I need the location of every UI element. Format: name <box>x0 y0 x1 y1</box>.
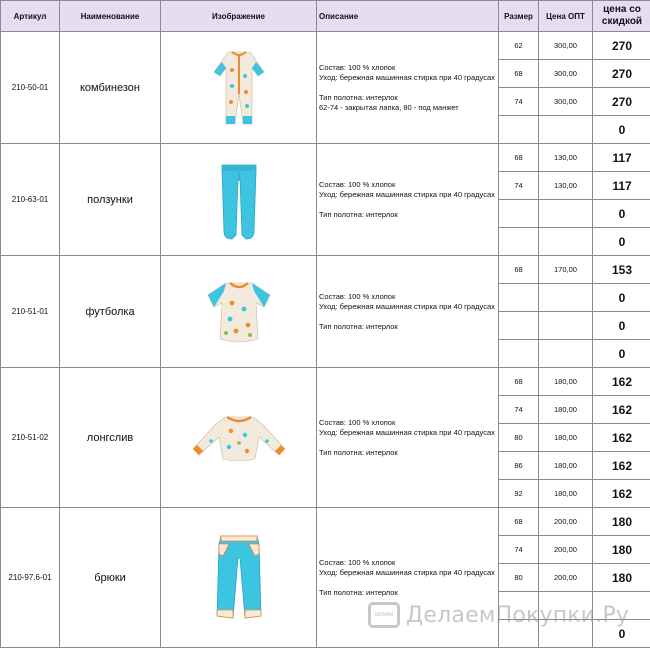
price-opt-cell <box>539 116 593 144</box>
product-name: комбинезон <box>60 32 161 144</box>
desc-care: Уход: бережная машинная стирка при 40 градусах <box>319 568 498 578</box>
desc-fabric: Тип полотна: интерлок <box>319 210 498 220</box>
size-cell: 68 <box>499 60 539 88</box>
desc-composition: Состав: 100 % хлопок <box>319 180 498 190</box>
size-cell: 74 <box>499 172 539 200</box>
table-row <box>1 256 650 284</box>
table-row <box>1 508 650 536</box>
price-discount-cell: 180 <box>593 564 650 592</box>
price-opt-cell <box>539 340 593 368</box>
product-image <box>161 256 317 368</box>
size-cell: 74 <box>499 396 539 424</box>
price-discount-cell: 0 <box>593 228 650 256</box>
product-image <box>161 32 317 144</box>
price-opt-cell <box>539 312 593 340</box>
size-cell: 92 <box>499 480 539 508</box>
product-image <box>161 144 317 256</box>
size-cell: 74 <box>499 536 539 564</box>
size-cell: 74 <box>499 88 539 116</box>
size-cell: 80 <box>499 564 539 592</box>
article-cell: 210-51-01 <box>1 256 60 368</box>
product-name: брюки <box>60 508 161 648</box>
price-discount-cell: 0 <box>593 620 650 648</box>
product-description <box>317 368 499 508</box>
price-discount-cell: 162 <box>593 368 650 396</box>
price-discount-cell: 153 <box>593 256 650 284</box>
size-cell: 86 <box>499 452 539 480</box>
desc-care: Уход: бережная машинная стирка при 40 градусах <box>319 428 498 438</box>
size-cell: 80 <box>499 424 539 452</box>
size-cell <box>499 312 539 340</box>
size-cell <box>499 228 539 256</box>
size-cell: 62 <box>499 32 539 60</box>
price-discount-cell: 180 <box>593 536 650 564</box>
price-discount-cell: 0 <box>593 340 650 368</box>
bodysuit-icon <box>212 46 266 130</box>
price-discount-cell: 270 <box>593 88 650 116</box>
desc-fabric: Тип полотна: интерлок <box>319 448 498 458</box>
price-opt-cell <box>539 200 593 228</box>
watermark-logo-icon <box>368 602 400 628</box>
price-opt-cell: 200,00 <box>539 536 593 564</box>
price-discount-cell: 0 <box>593 200 650 228</box>
table-row <box>1 144 650 172</box>
desc-fabric: Тип полотна: интерлок <box>319 93 498 103</box>
price-discount-cell: 0 <box>593 312 650 340</box>
article-cell: 210-51-02 <box>1 368 60 508</box>
watermark-text: ДелаемПокупки.Ру <box>406 603 629 628</box>
price-discount-cell: 162 <box>593 396 650 424</box>
price-opt-cell: 130,00 <box>539 144 593 172</box>
product-image <box>161 368 317 508</box>
price-opt-cell: 180,00 <box>539 424 593 452</box>
size-cell: 68 <box>499 508 539 536</box>
price-opt-cell: 130,00 <box>539 172 593 200</box>
header-description: Описание <box>317 1 499 32</box>
size-cell <box>499 340 539 368</box>
header-row <box>1 1 650 32</box>
price-opt-cell: 180,00 <box>539 480 593 508</box>
price-opt-cell: 180,00 <box>539 396 593 424</box>
trousers-icon <box>211 532 267 624</box>
price-opt-cell: 180,00 <box>539 452 593 480</box>
price-opt-cell: 300,00 <box>539 60 593 88</box>
header-name: Наименование <box>60 1 161 32</box>
size-cell: 68 <box>499 256 539 284</box>
desc-note: 62-74 - закрытая лапка, 80 - под манжет <box>319 103 498 113</box>
size-cell <box>499 284 539 312</box>
price-discount-cell: 270 <box>593 32 650 60</box>
size-cell: 68 <box>499 144 539 172</box>
article-cell: 210-97.6-01 <box>1 508 60 648</box>
price-discount-cell: 270 <box>593 60 650 88</box>
product-description <box>317 32 499 144</box>
product-name: лонгслив <box>60 368 161 508</box>
product-description <box>317 256 499 368</box>
price-opt-cell: 200,00 <box>539 508 593 536</box>
table-row <box>1 368 650 396</box>
desc-fabric: Тип полотна: интерлок <box>319 588 498 598</box>
product-name: ползунки <box>60 144 161 256</box>
price-opt-cell: 170,00 <box>539 256 593 284</box>
header-price-opt: Цена ОПТ <box>539 1 593 32</box>
price-opt-cell: 180,00 <box>539 368 593 396</box>
header-price-discount: цена со скидкой <box>593 1 650 32</box>
price-discount-cell: 162 <box>593 424 650 452</box>
watermark-icon-label: ШКАФЫ <box>375 612 394 618</box>
price-discount-cell: 162 <box>593 452 650 480</box>
size-cell: 68 <box>499 368 539 396</box>
price-opt-cell: 300,00 <box>539 32 593 60</box>
header-size: Размер <box>499 1 539 32</box>
price-discount-cell: 180 <box>593 508 650 536</box>
price-discount-cell: 117 <box>593 172 650 200</box>
article-cell: 210-63-01 <box>1 144 60 256</box>
size-cell <box>499 200 539 228</box>
desc-composition: Состав: 100 % хлопок <box>319 63 498 73</box>
desc-composition: Состав: 100 % хлопок <box>319 418 498 428</box>
desc-care: Уход: бережная машинная стирка при 40 градусах <box>319 302 498 312</box>
price-discount-cell: 0 <box>593 284 650 312</box>
product-image <box>161 508 317 648</box>
watermark <box>368 602 629 628</box>
price-opt-cell <box>539 228 593 256</box>
desc-fabric: Тип полотна: интерлок <box>319 322 498 332</box>
product-description <box>317 144 499 256</box>
desc-composition: Состав: 100 % хлопок <box>319 292 498 302</box>
header-article: Артикул <box>1 1 60 32</box>
price-opt-cell <box>539 284 593 312</box>
price-opt-cell: 200,00 <box>539 564 593 592</box>
longsleeve-icon <box>189 415 289 461</box>
price-discount-cell: 0 <box>593 116 650 144</box>
size-cell <box>499 116 539 144</box>
price-discount-cell: 117 <box>593 144 650 172</box>
header-image: Изображение <box>161 1 317 32</box>
article-cell: 210-50-01 <box>1 32 60 144</box>
desc-care: Уход: бережная машинная стирка при 40 градусах <box>319 73 498 83</box>
product-name: футболка <box>60 256 161 368</box>
footed-pants-icon <box>214 159 264 241</box>
price-discount-cell: 162 <box>593 480 650 508</box>
price-opt-cell: 300,00 <box>539 88 593 116</box>
table-row <box>1 32 650 60</box>
tshirt-icon <box>204 279 274 345</box>
desc-composition: Состав: 100 % хлопок <box>319 558 498 568</box>
desc-care: Уход: бережная машинная стирка при 40 градусах <box>319 190 498 200</box>
